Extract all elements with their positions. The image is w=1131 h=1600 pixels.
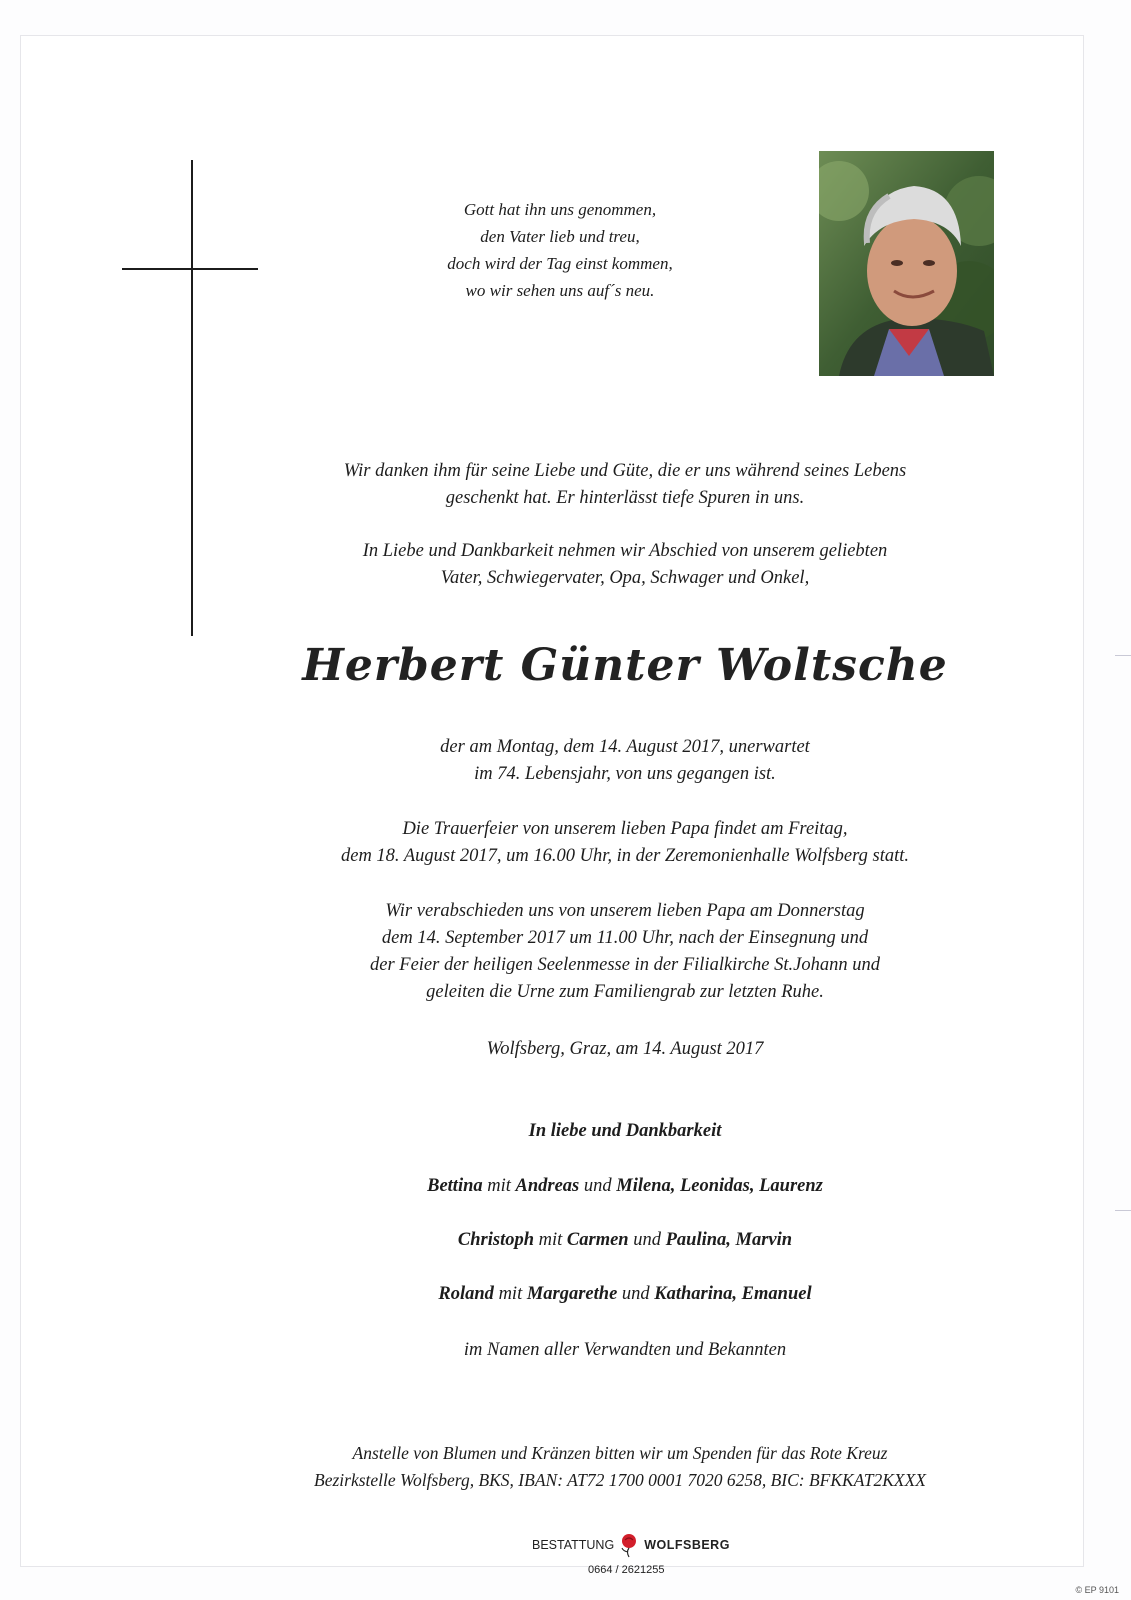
deceased-name: Herbert Günter Woltsche — [302, 640, 948, 691]
ceremony-line: dem 18. August 2017, um 16.00 Uhr, in der Zeremonienhalle Wolfsberg statt. — [340, 846, 909, 866]
family-connector: mit — [534, 1230, 567, 1250]
family-line — [265, 1173, 985, 1200]
verse — [360, 196, 760, 304]
family-name: Carmen — [566, 1230, 629, 1250]
page-edge-mark — [1115, 655, 1131, 656]
ceremony-line: Die Trauerfeier von unserem lieben Papa findet am Freitag, — [402, 819, 848, 839]
family-name: Margarethe — [526, 1284, 618, 1304]
logo-name: WOLFSBERG — [644, 1538, 730, 1552]
family-name: Katharina, Emanuel — [654, 1284, 812, 1304]
cross-icon-bar — [122, 268, 258, 270]
thanks-line: Wir danken ihm für seine Liebe und Güte, die er uns während seines Lebens — [343, 461, 907, 481]
portrait-photo-svg — [819, 151, 994, 376]
document-code: © EP 9101 — [1075, 1585, 1119, 1595]
family-line — [265, 1227, 985, 1254]
farewell-line: In Liebe und Dankbarkeit nehmen wir Abschied von unserem geliebten — [362, 541, 888, 561]
family-name: Paulina, Marvin — [665, 1230, 793, 1250]
funeral-home-phone: 0664 / 2621255 — [588, 1564, 665, 1576]
cross-icon — [191, 160, 193, 636]
verse-line: den Vater lieb und treu, — [480, 227, 640, 246]
family-name: Bettina — [427, 1176, 483, 1196]
burial-line: Wir verabschieden uns von unserem lieben Papa am Donnerstag — [385, 901, 865, 921]
burial-line: geleiten die Urne zum Familiengrab zur letzten Ruhe. — [426, 982, 824, 1002]
ceremony-paragraph — [265, 816, 985, 870]
farewell-paragraph — [265, 538, 985, 592]
place-date: Wolfsberg, Graz, am 14. August 2017 — [486, 1039, 764, 1059]
donation-note — [200, 1440, 1040, 1494]
logo-prefix: BESTATTUNG — [532, 1538, 615, 1552]
thanks-line: geschenkt hat. Er hinterlässt tiefe Spuren in uns. — [445, 488, 805, 508]
family-connector: mit — [482, 1176, 516, 1196]
family-connector: und — [628, 1230, 666, 1250]
death-notice — [265, 734, 985, 788]
rose-icon — [618, 1532, 640, 1558]
family-name: Roland — [438, 1284, 494, 1304]
verse-line: doch wird der Tag einst kommen, — [447, 254, 673, 273]
family-name: Andreas — [515, 1176, 580, 1196]
family-name: Milena, Leonidas, Laurenz — [616, 1176, 823, 1196]
verse-line: Gott hat ihn uns genommen, — [463, 200, 657, 219]
donation-line: Bezirkstelle Wolfsberg, BKS, IBAN: AT72 1700 0001 7020 6258, BIC: BFKKAT2KXXX — [314, 1470, 926, 1490]
burial-paragraph — [265, 898, 985, 1006]
farewell-line: Vater, Schwiegervater, Opa, Schwager und Onkel, — [440, 568, 810, 588]
donation-line: Anstelle von Blumen und Kränzen bitten wir um Spenden für das Rote Kreuz — [352, 1443, 888, 1463]
family-connector: und — [579, 1176, 617, 1196]
thanks-paragraph — [265, 458, 985, 512]
family-connector: mit — [493, 1284, 527, 1304]
family-line — [265, 1281, 985, 1308]
portrait-photo — [819, 151, 994, 376]
family-name: Christoph — [457, 1230, 535, 1250]
greeting: In liebe und Dankbarkeit — [528, 1121, 722, 1141]
family-connector: und — [617, 1284, 655, 1304]
page-edge-mark — [1115, 1210, 1131, 1211]
burial-line: der Feier der heiligen Seelenmesse in der Filialkirche St.Johann und — [370, 955, 880, 975]
death-line: der am Montag, dem 14. August 2017, unerwartet — [440, 737, 810, 757]
death-line: im 74. Lebensjahr, von uns gegangen ist. — [474, 764, 776, 784]
verse-line: wo wir sehen uns auf´s neu. — [465, 281, 655, 300]
relatives-line: im Namen aller Verwandten und Bekannten — [463, 1340, 787, 1360]
funeral-home-logo — [532, 1532, 730, 1558]
burial-line: dem 14. September 2017 um 11.00 Uhr, nach der Einsegnung und — [381, 928, 869, 948]
